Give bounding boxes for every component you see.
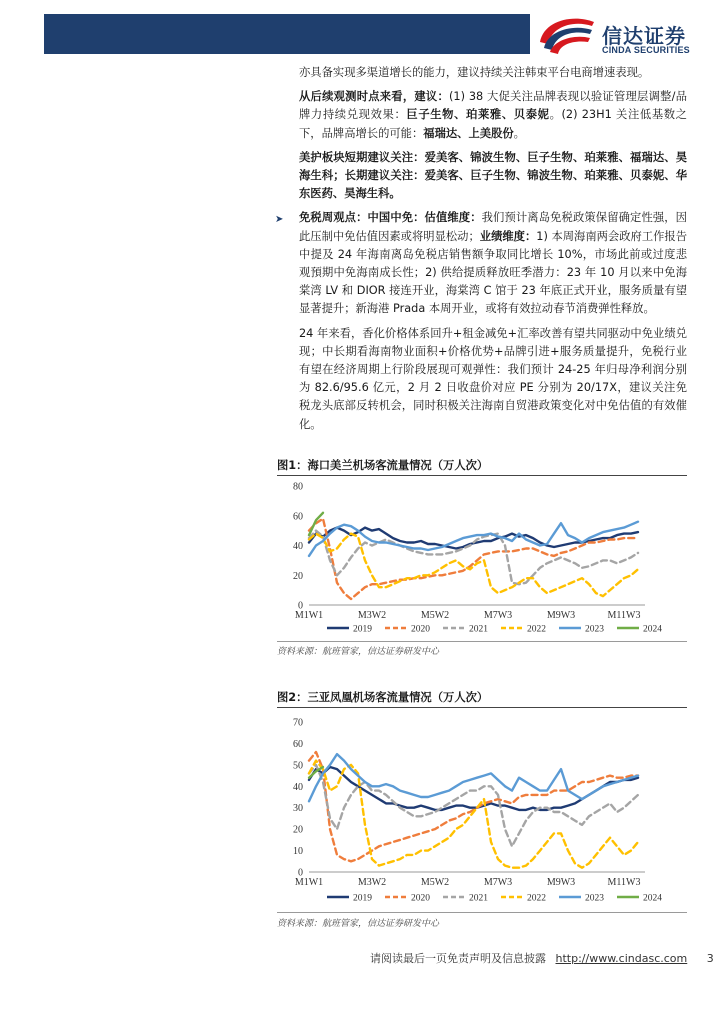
figure-1-bottom-rule (277, 641, 687, 642)
paragraph-3 (299, 149, 687, 204)
x-tick-label: M5W2 (420, 610, 450, 621)
x-tick-label: M3W2 (357, 610, 387, 621)
disclaimer-note: 请阅读最后一页免责声明及信息披露 (370, 952, 546, 965)
paragraph-4 (275, 209, 688, 318)
page-footer (370, 950, 714, 966)
cinda-logo-icon (534, 12, 598, 56)
y-tick-label: 30 (293, 803, 303, 815)
x-tick-label: M9W3 (546, 610, 576, 621)
x-tick-label: M9W3 (546, 877, 576, 888)
legend-label-2024: 2024 (643, 624, 662, 635)
x-tick-label: M7W3 (483, 877, 513, 888)
para2-text-3: 。 (513, 126, 525, 140)
body-text (275, 64, 688, 434)
para2-bold-2: 巨子生物、珀莱雅、贝泰妮 (406, 108, 550, 122)
figure-2-chart (277, 710, 687, 908)
legend-label-2020: 2020 (411, 624, 430, 635)
x-tick-label: M5W2 (420, 877, 450, 888)
legend-label-2020: 2020 (411, 893, 430, 904)
para3-bold: 美护板块短期建议关注：爱美客、锦波生物、巨子生物、珀莱雅、福瑞达、昊海生科；长期建议关注：爱美客、巨子生物、锦波生物、珀莱雅、贝泰妮、华东医药、昊海生科。 (299, 150, 687, 201)
y-tick-label: 20 (293, 570, 303, 582)
header-band (0, 0, 724, 58)
y-tick-label: 70 (293, 717, 303, 729)
legend-label-2022: 2022 (527, 624, 546, 635)
legend-label-2019: 2019 (353, 893, 372, 904)
figure-1-source: 资料来源：航班管家，信达证券研发中心 (277, 647, 440, 657)
paragraph-1: 亦具备实现多渠道增长的能力，建议持续关注韩束平台电商增速表现。 (299, 66, 650, 79)
figure-2-source: 资料来源：航班管家，信达证券研发中心 (277, 919, 440, 929)
x-tick-label: M11W3 (607, 610, 641, 621)
legend-label-2021: 2021 (469, 893, 488, 904)
y-tick-label: 60 (293, 511, 303, 523)
x-tick-label: M3W2 (357, 877, 387, 888)
y-tick-label: 40 (293, 541, 303, 552)
figure-2-bottom-rule (277, 912, 687, 913)
legend-label-2019: 2019 (353, 624, 372, 635)
logo-english-name: CINDA SECURITIES (602, 45, 690, 55)
y-tick-label: 20 (293, 824, 303, 836)
paragraph-2 (299, 88, 687, 143)
para4-text-1: 我们预计离岛免税政策保留确定性强，因此压制中免估值因素或将明显松动； (299, 211, 687, 243)
para2-text-2: 。(2) 23H1 关注低基数之下，品牌高增长的可能： (299, 108, 687, 140)
y-tick-label: 0 (298, 867, 303, 879)
para2-bold-1: 从后续观测时点来看，建议： (299, 90, 449, 104)
website-link[interactable]: http://www.cindasc.com (555, 952, 688, 965)
x-tick-label: M1W1 (294, 877, 324, 888)
para4-bold-2: 业绩维度： (479, 229, 537, 243)
y-tick-label: 40 (293, 781, 303, 793)
figure-1-top-rule (277, 475, 687, 476)
figure-1-chart (277, 478, 687, 638)
y-tick-label: 60 (293, 738, 303, 750)
figure-2-top-rule (277, 707, 687, 708)
x-tick-label: M7W3 (483, 610, 513, 621)
x-tick-label: M11W3 (607, 877, 641, 888)
y-tick-label: 10 (293, 846, 303, 858)
legend-label-2022: 2022 (527, 893, 546, 904)
legend-label-2023: 2023 (585, 624, 604, 635)
para4-bold-1: 免税周观点：中国中免：估值维度： (299, 211, 482, 225)
x-tick-label: M1W1 (294, 610, 324, 621)
y-tick-label: 80 (293, 481, 303, 493)
figure-1-title: 图1：海口美兰机场客流量情况（万人次） (277, 459, 489, 472)
para2-text-1: (1) 38 大促关注品牌表现以验证管理层调整/品牌力持续兑现效果： (299, 90, 687, 122)
series-line-2023 (309, 754, 638, 801)
paragraph-5: 24 年来看，香化价格体系回升+租金减免+汇率改善有望共同驱动中免业绩兑现；中长期看海南物业面积+价格优势+品牌引进+服务质量提升，免税行业有望在经济周期上行阶段展现可观弹性：我们预计 24-25 年归母净利润分别为 82.6/95.6 亿元，2 月 2 日收盘价对应 PE 分别为 20/17X，建议关注免税龙头底部反转机会，同时积极关注海南自贸港政策变化对中免估值的有效催化。 (299, 326, 687, 431)
para4-text-2: 1) 本周海南两会政府工作报告中提及 24 年海南离岛免税店销售额争取同比增长 10%，市场此前或过度悲观預期中免海南成长性；2) 供给提质释放旺季潜力：23 年 10 月以来中免海棠湾 LV 和 DIOR 接连开业，海棠湾 C 馆于 23 年底正式开业，服务质量有望显著提升；新海港 Prada 本周开业，或将有效拉动春节消费弹性释放。 (299, 229, 688, 316)
para2-bold-3: 福瑞达、上美股份 (423, 126, 514, 140)
legend-label-2021: 2021 (469, 624, 488, 635)
logo-chinese-name: 信达证券 (602, 24, 686, 48)
y-tick-label: 50 (293, 760, 303, 772)
legend-label-2023: 2023 (585, 893, 604, 904)
figure-2-title: 图2：三亚凤凰机场客流量情况（万人次） (277, 691, 489, 704)
company-logo (530, 8, 720, 56)
arrow-bullet-icon: ➤ (275, 214, 284, 226)
y-tick-label: 0 (298, 600, 303, 612)
page-number: 3 (706, 952, 714, 965)
legend-label-2024: 2024 (643, 893, 662, 904)
